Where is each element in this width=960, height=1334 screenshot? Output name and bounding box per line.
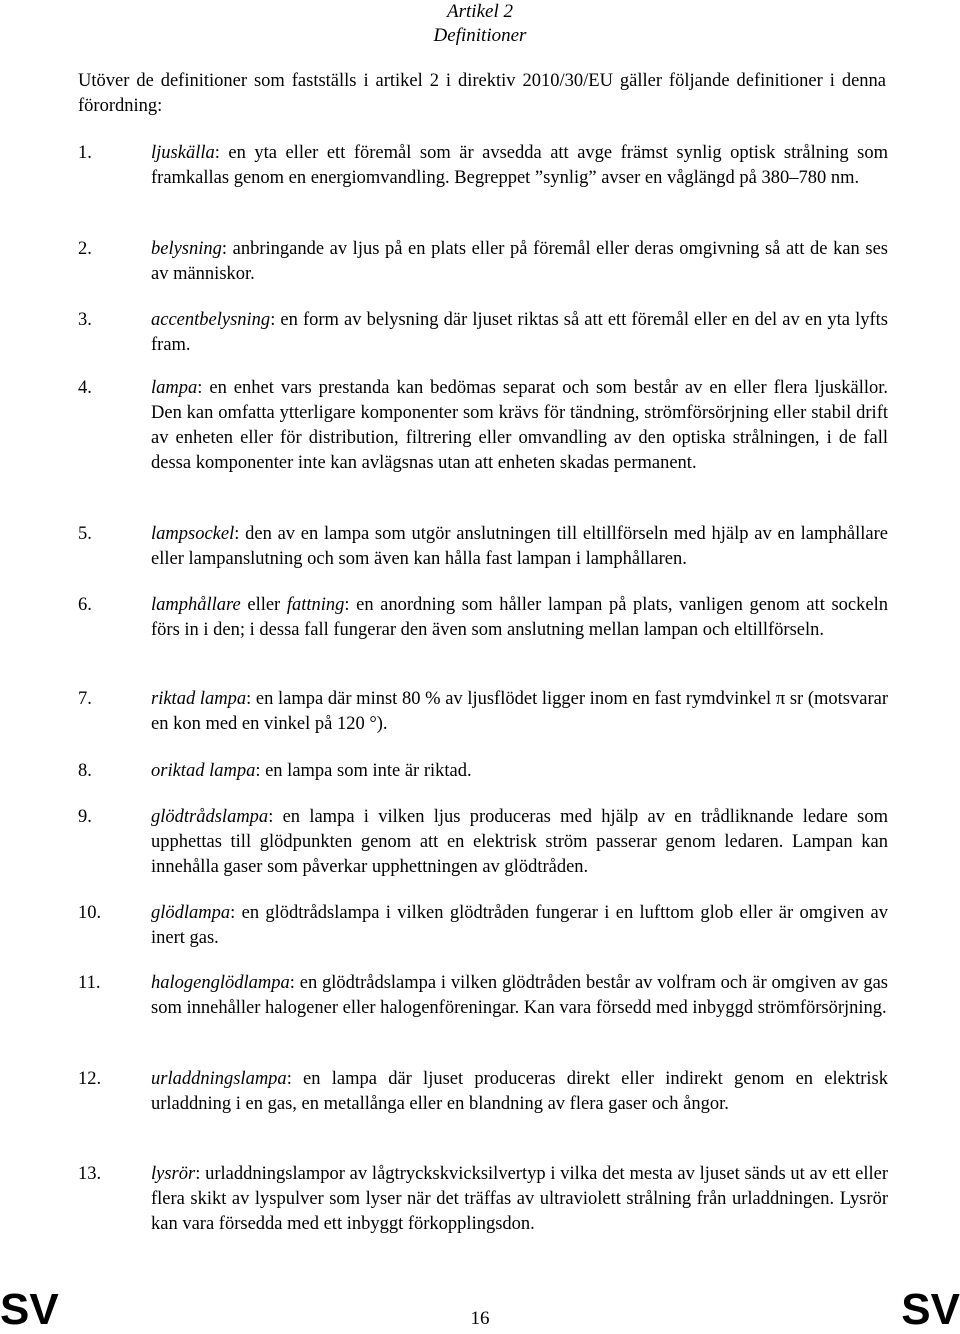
language-code-left: SV (0, 1285, 59, 1334)
definition-text: : urladdningslampor av lågtryckskvicksilvertyp i vilka det mesta av ljuset sänds ut av ett eller flera skikt av lyspulver som lyser när det träffas av ultraviolett strålning från urladdningen. Lysrör kan vara försedda med ett inbyggt förkopplingsdon. (151, 1164, 888, 1234)
definition-item (78, 141, 888, 191)
definition-text: : en lampa som inte är riktad. (255, 761, 472, 781)
definition-term: urladdningslampa (151, 1069, 287, 1089)
definition-term: lampa (151, 378, 198, 398)
definition-item (78, 805, 888, 880)
definition-text: : en glödtrådslampa i vilken glödtråden fungerar i en lufttom glob eller är omgiven av inert gas. (151, 903, 888, 948)
definition-text: : en glödtrådslampa i vilken glödtråden består av volfram och är omgiven av gas som innehåller halogener eller halogenföreningar. Kan vara försedd med inbyggd strömförsörjning. (151, 973, 888, 1018)
definition-item (78, 971, 888, 1021)
definition-item (78, 1067, 888, 1117)
definition-number: 2. (78, 239, 92, 259)
language-code-right: SV (901, 1285, 960, 1334)
definition-text: : anbringande av ljus på en plats eller på föremål eller deras omgivning så att de kan ses av människor. (151, 239, 888, 284)
article-number: Artikel 2 (447, 1, 513, 22)
page-number: 16 (470, 1308, 490, 1329)
definition-text: : en enhet vars prestanda kan bedömas separat och som består av en eller flera ljuskällor. Den kan omfatta ytterligare komponenter som krävs för tändning, strömförsörjning eller stabil drift av enheten eller för distribution, filtrering eller omvandling av den optiska strålningen, i de fall dessa komponenter inte kan avlägsnas utan att enheten skadas permanent. (151, 378, 888, 473)
definition-text: : en form av belysning där ljuset riktas så att ett föremål eller en del av en yta lyfts fram. (151, 310, 888, 355)
definition-number: 12. (78, 1069, 102, 1089)
definition-item (78, 759, 888, 784)
definition-term: oriktad lampa (151, 761, 256, 781)
definition-number: 8. (78, 761, 92, 781)
definition-term: lampsockel (151, 524, 235, 544)
definition-number: 10. (78, 903, 102, 923)
definition-number: 11. (78, 973, 101, 993)
definition-number: 13. (78, 1164, 102, 1184)
definition-item (78, 1162, 888, 1237)
definition-term-alt: fattning (286, 595, 345, 615)
definition-text: : en lampa i vilken ljus produceras med hjälp av en trådliknande ledare som upphettas till glödpunkten genom att en elektrisk ström passerar genom ledaren. Lampan kan innehålla gaser som påverkar upphettningen av glödtråden. (151, 807, 888, 877)
definition-item (78, 237, 888, 287)
definition-term: glödlampa (151, 903, 231, 923)
definition-term: ljuskälla (151, 143, 215, 163)
definition-term: lamphållare (151, 595, 241, 615)
definition-item (78, 593, 888, 643)
definition-number: 4. (78, 378, 92, 398)
definition-number: 6. (78, 595, 92, 615)
definition-term: riktad lampa (151, 689, 247, 709)
definition-item (78, 687, 888, 737)
definition-term: halogenglödlampa (151, 973, 290, 993)
definition-text: : en anordning som håller lampan på plats, vanligen genom att sockeln förs in i den; i dessa fall fungerar den även som anslutning mellan lampan och eltillförseln. (151, 595, 888, 640)
article-title: Definitioner (433, 25, 527, 46)
definition-number: 9. (78, 807, 92, 827)
definition-text: : en lampa där ljuset produceras direkt eller indirekt genom en elektrisk urladdning i en gas, en metallånga eller en blandning av flera gaser och ångor. (151, 1069, 888, 1114)
definition-text: : en yta eller ett föremål som är avsedda att avge främst synlig optisk strålning som framkallas genom en energiomvandling. Begreppet ”synlig” avser en våglängd på 380–780 nm. (151, 143, 888, 188)
definition-text: : en lampa där minst 80 % av ljusflödet ligger inom en fast rymdvinkel π sr (motsvarar en kon med en vinkel på 120 °). (151, 689, 888, 734)
definition-item (78, 522, 888, 572)
definition-term: glödtrådslampa (151, 807, 269, 827)
definition-text: : den av en lampa som utgör anslutningen till eltillförseln med hjälp av en lamphållare eller lampanslutning och som även kan hålla fast lampan i lamphållaren. (151, 524, 888, 569)
definition-number: 5. (78, 524, 92, 544)
intro-paragraph: Utöver de definitioner som fastställs i artikel 2 i direktiv 2010/30/EU gäller följande definitioner i denna förordning: (78, 71, 886, 116)
definition-item (78, 376, 888, 476)
definition-term: belysning (151, 239, 222, 259)
definition-term: accentbelysning (151, 310, 271, 330)
definition-term: lysrör (151, 1164, 196, 1184)
definition-number: 7. (78, 689, 92, 709)
definition-number: 3. (78, 310, 92, 330)
definition-item (78, 308, 888, 358)
definition-connector: eller (240, 595, 287, 615)
definition-number: 1. (78, 143, 92, 163)
definition-item (78, 901, 888, 951)
